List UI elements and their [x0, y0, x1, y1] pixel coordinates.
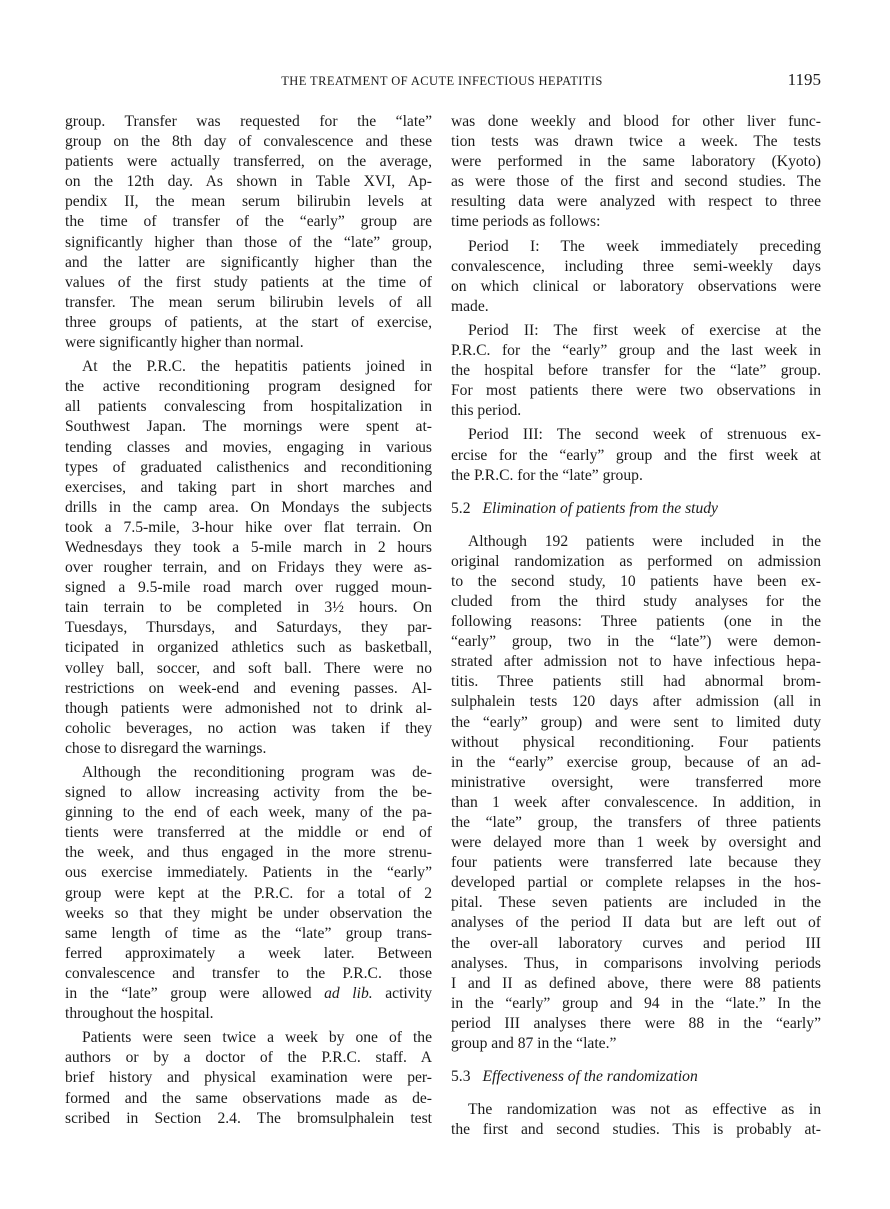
section-number: 5.3: [451, 1068, 471, 1086]
text-line: over rougher terrain, and on Fridays they were as-: [65, 559, 432, 577]
paragraph: [451, 532, 821, 1054]
text-line: formed and the same observations made as de-: [65, 1089, 432, 1107]
text-line: the time of transfer of the “early” group are: [65, 213, 432, 231]
text-line: pendix II, the mean serum bilirubin levels at: [65, 193, 432, 211]
text-line: group on the 8th day of convalescence and these: [65, 133, 432, 151]
running-title: THE TREATMENT OF ACUTE INFECTIOUS HEPATITIS: [281, 74, 603, 88]
text-line: Wednesdays they took a 5-mile march in 2 hours: [65, 538, 432, 556]
paragraph: [65, 112, 432, 353]
text-line: were performed in the same laboratory (Kyoto): [451, 153, 821, 171]
text-line: the over-all laboratory curves and period III: [451, 934, 821, 952]
section-number: 5.2: [451, 499, 471, 517]
paragraph: [65, 357, 432, 759]
text-line: significantly higher than those of the “late” group,: [65, 233, 432, 251]
section-heading: [451, 499, 821, 519]
text-segment: in the “late” group were allowed: [65, 985, 325, 1003]
text-line: Although 192 patients were included in the: [468, 532, 821, 550]
text-line: resulting data were analyzed with respect to three: [451, 193, 821, 211]
text-line: the “early” group) and were sent to limited duty: [451, 713, 821, 731]
paragraph: [451, 321, 821, 421]
text-line: Although the reconditioning program was de-: [82, 764, 432, 781]
text-line: For most patients there were two observations in: [451, 382, 821, 400]
text-line: The randomization was not as effective as in: [468, 1101, 821, 1119]
text-line: “early” group, two in the “late”) were demon-: [451, 633, 821, 651]
text-line: period III analyses there were 88 in the “early”: [451, 1014, 821, 1032]
section-heading: [451, 1067, 821, 1087]
text-line: original randomization as performed on admission: [451, 552, 821, 570]
text-line: took a 7.5-mile, 3-hour hike over flat terrain. On: [65, 518, 432, 536]
text-line: analyses. Thus, in comparisons involving periods: [451, 954, 821, 972]
text-line: values of the first study patients at the time of: [65, 273, 432, 291]
text-line: was done weekly and blood for other liver func-: [451, 113, 821, 130]
section-title: Effectiveness of the randomization: [482, 1068, 698, 1086]
text-line: tients were transferred at the middle or end of: [65, 824, 432, 842]
text-line: developed partial or complete relapses in the hos-: [451, 874, 821, 892]
text-line: ticipated in organized athletics such as basketball,: [65, 639, 432, 657]
text-line: and the latter are significantly higher than the: [65, 253, 432, 271]
text-line: the P.R.C. for the “late” group.: [451, 466, 643, 484]
text-line: exercises, and taking part in short marches and: [65, 478, 432, 496]
text-line: weeks so that they might be under observation the: [65, 904, 432, 922]
text-line: this period.: [451, 402, 522, 420]
text-line: group and 87 in the “late.”: [451, 1035, 617, 1053]
text-line: chose to disregard the warnings.: [65, 739, 267, 757]
text-line: signed to allow increasing activity from the be-: [65, 784, 432, 802]
paragraph: [65, 763, 432, 1024]
text-line: pital. These seven patients are included in the: [451, 894, 821, 912]
left-column: [65, 112, 432, 1129]
text-line: ous exercise immediately. Patients in the “early”: [65, 864, 432, 882]
text-line: restrictions on week-end and evening passes. Al-: [65, 679, 432, 697]
text-line: convalescence and transfer to the P.R.C. those: [65, 964, 432, 982]
text-line: on the 12th day. As shown in Table XVI, Ap-: [65, 173, 432, 191]
text-line: tion tests was drawn twice a week. The tests: [451, 133, 821, 151]
text-line: ercise for the “early” group and the first week at: [451, 446, 821, 464]
text-line: I and II as defined above, there were 88 patients: [451, 974, 821, 992]
text-line: coholic beverages, no action was taken if they: [65, 719, 432, 737]
text-line: authors or by a doctor of the P.R.C. staff. A: [65, 1049, 432, 1067]
text-line: Period I: The week immediately preceding: [468, 237, 821, 255]
text-line: same length of time as the “late” group trans-: [65, 924, 432, 942]
text-line: cluded from the third study analyses for the: [451, 592, 821, 610]
text-line: volley ball, soccer, and soft ball. There were no: [65, 659, 432, 677]
text-line: patients were actually transferred, on the average,: [65, 153, 432, 171]
section-title: Elimination of patients from the study: [482, 499, 718, 517]
text-line: Patients were seen twice a week by one of the: [82, 1029, 432, 1047]
text-line: time periods as follows:: [451, 213, 601, 231]
text-line: though patients were admonished not to drink al-: [65, 699, 432, 717]
text-line: drills in the camp area. On Mondays the subjects: [65, 498, 432, 516]
text-line: ginning to the end of each week, many of the pa-: [65, 804, 432, 822]
text-line: the first and second studies. This is probably at-: [451, 1121, 821, 1139]
text-line: were delayed more than 1 week by oversight and: [451, 834, 821, 852]
text-line: At the P.R.C. the hepatitis patients joined in: [82, 358, 432, 376]
text-line: three groups of patients, at the start of exercise,: [65, 313, 432, 331]
text-line: types of graduated calisthenics and reconditioning: [65, 458, 432, 476]
text-line: the active reconditioning program designed for: [65, 378, 432, 396]
text-line: to the second study, 10 patients have been ex-: [451, 572, 821, 590]
text-line: Period II: The first week of exercise at the: [468, 321, 821, 339]
text-line: scribed in Section 2.4. The bromsulphalein test: [65, 1109, 432, 1127]
paragraph: [451, 1100, 821, 1140]
text-line: [65, 984, 432, 1004]
text-line: group were kept at the P.R.C. for a total of 2: [65, 884, 432, 902]
text-line: brief history and physical examination were per-: [65, 1069, 432, 1087]
text-line: ministrative oversight, were transferred more: [451, 773, 821, 791]
text-line: sulphalein tests 120 days after admission (all in: [451, 693, 821, 711]
text-line: were significantly higher than normal.: [65, 334, 304, 352]
page-number: 1195: [787, 70, 821, 89]
text-line: convalescence, including three semi-weekly days: [451, 257, 821, 275]
text-line: signed a 9.5-mile road march over rugged moun-: [65, 579, 432, 597]
text-line: strated after admission not to have infectious hepa-: [451, 653, 821, 671]
paragraph: [451, 112, 821, 233]
text-line: P.R.C. for the “early” group and the last week in: [451, 342, 821, 360]
paragraph: [65, 1028, 432, 1128]
italic-text: ad lib.: [324, 985, 373, 1003]
text-line: transfer. The mean serum bilirubin levels of all: [65, 293, 432, 311]
text-line: throughout the hospital.: [65, 1005, 214, 1023]
text-line: the week, and thus engaged in the more strenu-: [65, 844, 432, 862]
text-line: the hospital before transfer for the “late” group.: [451, 362, 821, 380]
text-line: than 1 week after convalescence. In addition, in: [451, 793, 821, 811]
text-segment: activity: [372, 985, 432, 1003]
text-line: the “late” group, the transfers of three patients: [451, 814, 821, 831]
text-line: four patients were transferred late because they: [451, 854, 821, 872]
text-line: analyses of the period II data but are left out of: [451, 914, 821, 932]
text-line: in the “early” exercise group, because of an ad-: [451, 753, 821, 771]
text-line: following reasons: Three patients (one in the: [451, 613, 821, 631]
paragraph: [451, 425, 821, 485]
text-line: Southwest Japan. The mornings were spent at-: [65, 418, 432, 436]
text-line: all patients convalescing from hospitalization in: [65, 398, 432, 416]
text-line: made.: [451, 297, 489, 315]
text-line: tending classes and movies, engaging in various: [65, 438, 432, 456]
text-line: titis. Three patients still had abnormal brom-: [451, 673, 821, 691]
text-line: as were those of the first and second studies. The: [451, 173, 821, 191]
text-line: tain terrain to be completed in 3½ hours. On: [65, 599, 432, 617]
text-line: group. Transfer was requested for the “late”: [65, 113, 432, 130]
text-line: in the “early” group and 94 in the “late.” In the: [451, 994, 821, 1012]
text-line: Tuesdays, Thursdays, and Saturdays, they par-: [65, 619, 432, 637]
text-line: on which clinical or laboratory observations were: [451, 277, 821, 295]
text-line: ferred approximately a week later. Between: [65, 944, 432, 962]
text-line: Period III: The second week of strenuous ex-: [468, 426, 821, 444]
text-line: without physical reconditioning. Four patients: [451, 733, 821, 751]
paragraph: [451, 237, 821, 317]
right-column: [451, 112, 821, 1140]
